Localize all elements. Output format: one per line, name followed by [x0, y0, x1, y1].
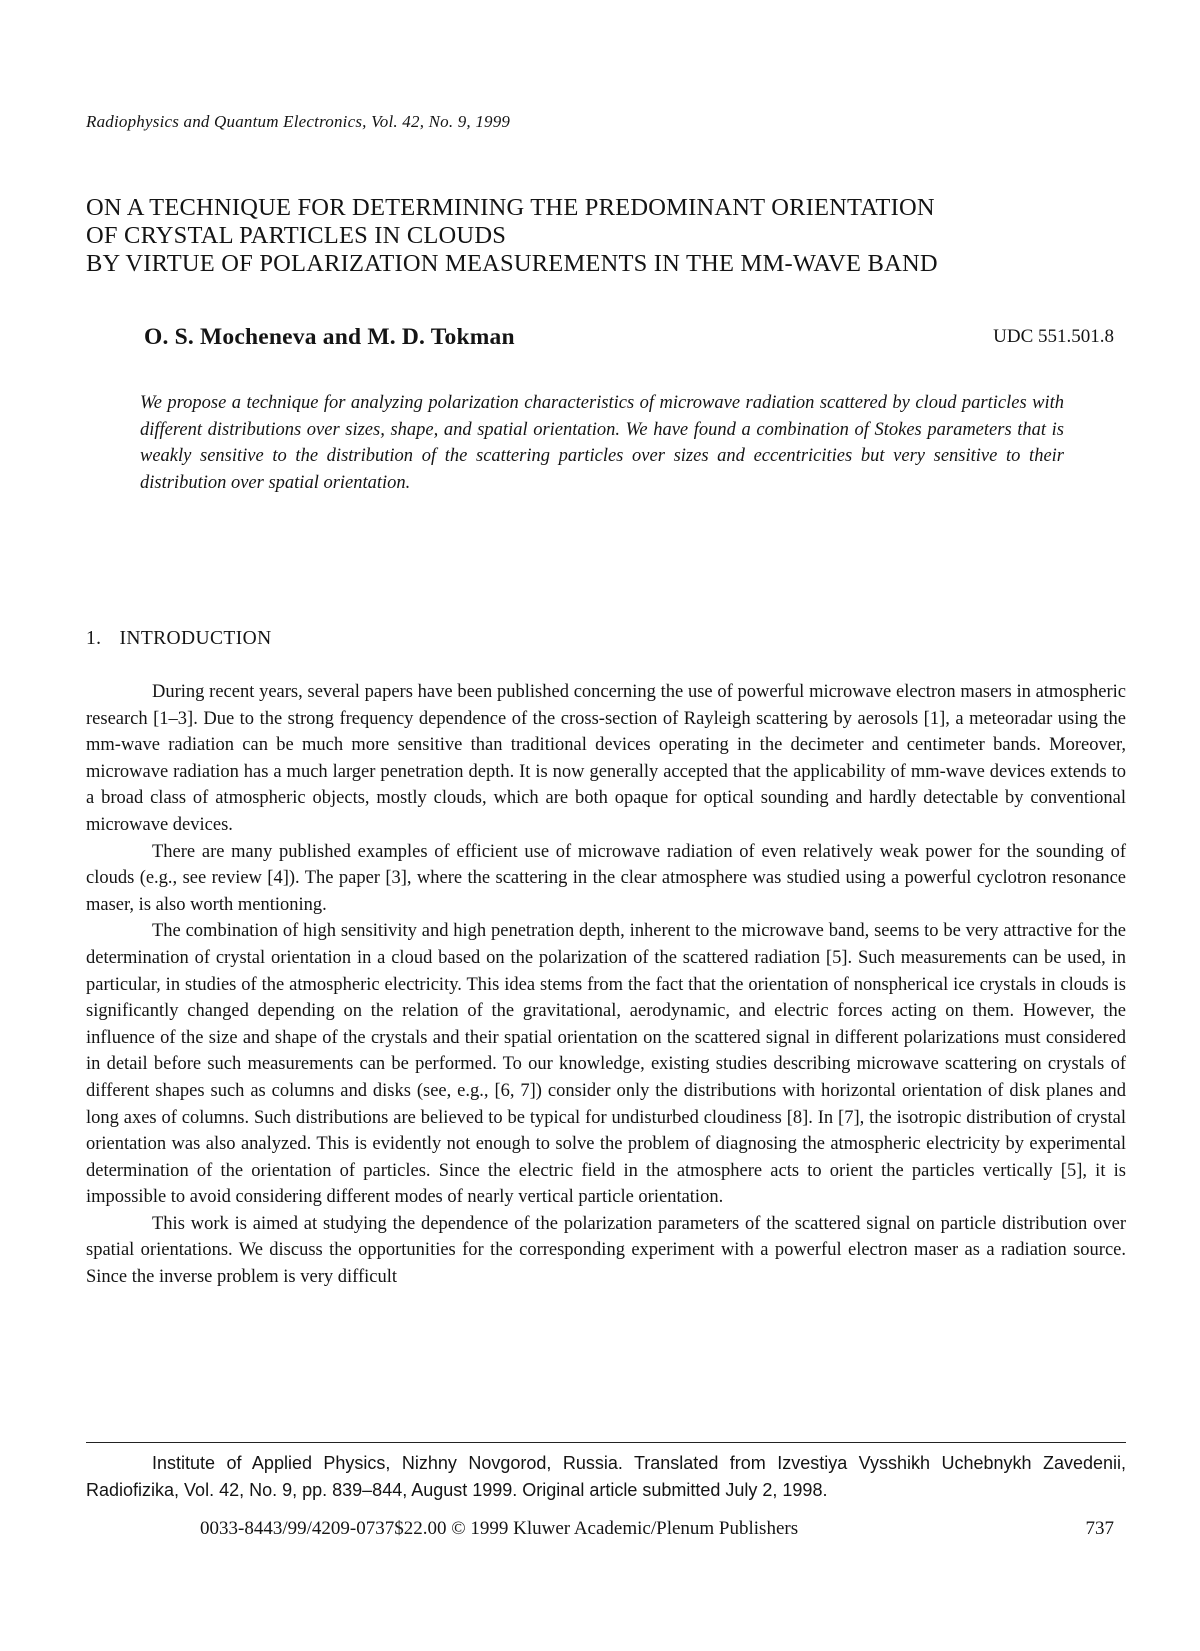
section-number: 1. [86, 628, 102, 649]
paragraph: The combination of high sensitivity and high penetration depth, inherent to the microwave band, seems to be very attractive for the determination of crystal orientation in a cloud based on the polarization of the scattered radiation [5]. Such measurements can be used, in particular, in studies of the atmospheric electricity. This idea stems from the fact that the orientation of nonspherical ice crystals in clouds is significantly changed depending on the relation of the gravitational, aerodynamic, and electric forces acting on them. However, the influence of the size and shape of the crystals and their spatial orientation on the scattered signal in different polarizations must considered in detail before such measurements can be performed. To our knowledge, existing studies describing microwave scattering on crystals of different shapes such as columns and disks (see, e.g., [6, 7]) consider only the distributions with horizontal orientation of disk planes and long axes of columns. Such distributions are believed to be typical for undisturbed cloudiness [8]. In [7], the isotropic distribution of crystal orientation was also analyzed. This is evidently not enough to solve the problem of diagnosing the atmospheric electricity by experimental determination of the orientation of particles. Since the electric field in the atmosphere acts to orient the particles vertically [5], it is impossible to avoid considering different modes of nearly vertical particle orientation. [86, 921, 1126, 1208]
section-title: INTRODUCTION [119, 628, 272, 649]
body-text [86, 679, 1126, 1291]
udc-code: UDC 551.501.8 [993, 326, 1114, 347]
title-line-3: BY VIRTUE OF POLARIZATION MEASUREMENTS IN THE MM-WAVE BAND [86, 250, 938, 277]
paper-title [86, 194, 1126, 278]
paragraph: During recent years, several papers have been published concerning the use of powerful microwave electron masers in atmospheric research [1–3]. Due to the strong frequency dependence of the cross-section of Rayleigh scattering by aerosols [1], a meteoradar using the mm-wave radiation can be much more sensitive than traditional devices operating in the decimeter and centimeter bands. Moreover, microwave radiation has a much larger penetration depth. It is now generally accepted that the applicability of mm-wave devices extends to a broad class of atmospheric objects, mostly clouds, which are both opaque for optical sounding and hardly detectable by conventional microwave devices. [86, 682, 1126, 835]
footnote-text: Institute of Applied Physics, Nizhny Novgorod, Russia. Translated from Izvestiya Vysshikh Uchebnykh Zavedenii, Radiofizika, Vol. 42, No. 9, pp. 839–844, August 1999. Original article submitted July 2, 1998. [86, 1453, 1126, 1500]
footnote-divider [86, 1442, 1126, 1443]
running-head: Radiophysics and Quantum Electronics, Vol. 42, No. 9, 1999 [86, 112, 511, 131]
authors: O. S. Mocheneva and M. D. Tokman [144, 324, 515, 350]
abstract: We propose a technique for analyzing polarization characteristics of microwave radiation scattered by cloud particles with different distributions over sizes, shape, and spatial orientation. We have found a combination of Stokes parameters that is weakly sensitive to the distribution of the scattering particles over sizes and eccentricities but very sensitive to their distribution over spatial orientation. [140, 393, 1064, 493]
page-number: 737 [1085, 1518, 1114, 1539]
section-heading [86, 628, 272, 650]
paragraph: There are many published examples of efficient use of microwave radiation of even relatively weak power for the sounding of clouds (e.g., see review [4]). The paper [3], where the scattering in the clear atmosphere was studied using a powerful cyclotron resonance maser, is also worth mentioning. [86, 841, 1126, 915]
footnote [86, 1450, 1126, 1504]
copyright-line: 0033-8443/99/4209-0737$22.00 © 1999 Kluwer Academic/Plenum Publishers [200, 1518, 799, 1539]
paragraph: This work is aimed at studying the dependence of the polarization parameters of the scattered signal on particle distribution over spatial orientations. We discuss the opportunities for the corresponding experiment with a powerful electron maser as a radiation source. Since the inverse problem is very difficult [86, 1213, 1126, 1288]
title-line-2: OF CRYSTAL PARTICLES IN CLOUDS [86, 222, 507, 249]
title-line-1: ON A TECHNIQUE FOR DETERMINING THE PREDOMINANT ORIENTATION [86, 194, 935, 221]
